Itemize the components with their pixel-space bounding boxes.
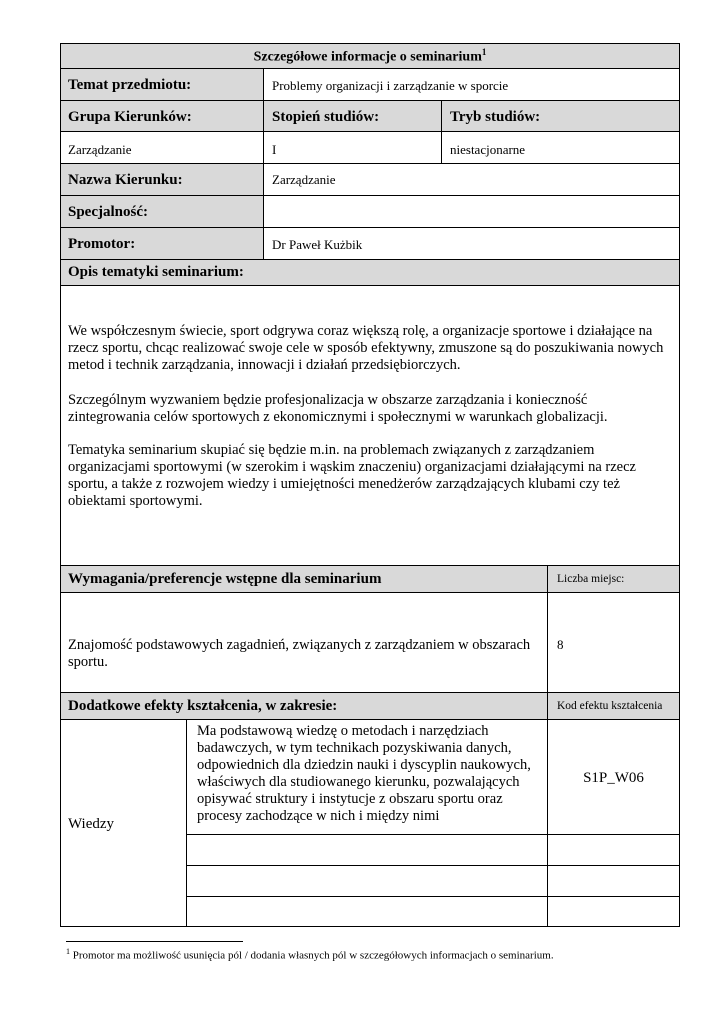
- opis-paragraph-1: We współczesnym świecie, sport odgrywa coraz większą rolę, a organizacje sportowe i działające na rzecz sportu, chcąc realizować swoje cele w sposób efektywny, zmuszone są do poszukiwania nowych metod i technik zarządzania, innowacji i działań przedsiębiorczych.: [68, 323, 664, 373]
- stopien-value: I: [272, 142, 277, 157]
- wiedzy-category-cell: [60, 719, 187, 927]
- grupa-label-cell: [60, 100, 264, 132]
- wymagania-body-cell: [60, 592, 548, 693]
- efekt-code-cell-1: [547, 719, 680, 835]
- liczba-label: Liczba miejsc:: [557, 573, 625, 585]
- efekty-label: Dodatkowe efekty kształcenia, w zakresie:: [68, 698, 338, 714]
- nazwa-label: Nazwa Kierunku:: [68, 172, 183, 188]
- stopien-value-cell: [263, 131, 442, 164]
- footnote-text: Promotor ma możliwość usunięcia pól / dodania własnych pól w szczegółowych informacjach o seminarium.: [72, 949, 554, 962]
- wymagania-label-cell: [60, 565, 548, 593]
- grupa-label: Grupa Kierunków:: [68, 109, 192, 125]
- tryb-value: niestacjonarne: [450, 142, 526, 157]
- efekt-text-cell-3: [186, 865, 548, 897]
- efekt-text-cell-1: [186, 719, 548, 835]
- nazwa-label-cell: [60, 163, 264, 196]
- temat-label: Temat przedmiotu:: [68, 77, 192, 93]
- efekty-label-cell: [60, 692, 548, 720]
- promotor-value-cell: [263, 227, 680, 260]
- tryb-value-cell: [441, 131, 680, 164]
- spec-label-cell: [60, 195, 264, 228]
- efekt-code-cell-4: [547, 896, 680, 927]
- grupa-value: Zarządzanie: [68, 142, 132, 157]
- liczba-value: 8: [557, 637, 564, 652]
- promotor-label-cell: [60, 227, 264, 260]
- temat-label-cell: [60, 68, 264, 101]
- opis-label-cell: [60, 259, 680, 286]
- grupa-value-cell: [60, 131, 264, 164]
- opis-paragraph-3: Tematyka seminarium skupiać się będzie m.in. na problemach związanych z zarządzaniem organizacjami sportowymi (w szerokim i wąskim znaczeniu) organizacjami działającymi na rzecz sportu, a także z rozwojem wiedzy i umiejętności menedżerów zarządzających klubami czy też obiektami sportowymi.: [68, 442, 636, 509]
- stopien-label: Stopień studiów:: [272, 109, 380, 125]
- wymagania-text: Znajomość podstawowych zagadnień, związanych z zarządzaniem w obszarach sportu.: [68, 637, 531, 670]
- nazwa-value: Zarządzanie: [272, 172, 336, 187]
- tryb-label: Tryb studiów:: [450, 109, 541, 125]
- efekt-text-1: Ma podstawową wiedzę o metodach i narzędziach badawczych, w tym technikach pozyskiwania danych, odpowiednich dla dziedzin nauki i dyscyplin naukowych, właściwych dla studiowanego kierunku, pozwalających opisywać struktury i instytucje z obszaru sportu oraz procesy zachodzące w nich i między nimi: [197, 723, 531, 824]
- efekt-text-cell-4: [186, 896, 548, 927]
- liczba-value-cell: [547, 592, 680, 693]
- temat-value: Problemy organizacji i zarządzanie w sporcie: [272, 78, 509, 93]
- liczba-label-cell: [547, 565, 680, 593]
- footnote-separator: [66, 941, 243, 942]
- kod-label-cell: [547, 692, 680, 720]
- spec-label: Specjalność:: [68, 204, 148, 220]
- wymagania-label: Wymagania/preferencje wstępne dla seminarium: [68, 571, 382, 587]
- promotor-value: Dr Paweł Kużbik: [272, 237, 363, 252]
- title-text: Szczegółowe informacje o seminarium: [253, 49, 482, 65]
- promotor-label: Promotor:: [68, 236, 136, 252]
- stopien-label-cell: [263, 100, 442, 132]
- opis-body: [60, 285, 680, 566]
- efekt-text-cell-2: [186, 834, 548, 866]
- tryb-label-cell: [441, 100, 680, 132]
- page-title: [61, 47, 679, 66]
- footnote-ref: 1: [481, 47, 487, 57]
- spec-value-cell: [263, 195, 680, 228]
- efekt-code-cell-3: [547, 865, 680, 897]
- kod-label: Kod efektu kształcenia: [557, 700, 663, 712]
- efekt-code-1: S1P_W06: [583, 770, 644, 786]
- wiedzy-label: Wiedzy: [68, 816, 115, 832]
- footnote-number: 1: [66, 947, 70, 956]
- nazwa-value-cell: [263, 163, 680, 196]
- header-row: [60, 43, 680, 69]
- footnote: [66, 947, 554, 962]
- opis-label: Opis tematyki seminarium:: [68, 264, 244, 280]
- efekt-code-cell-2: [547, 834, 680, 866]
- opis-paragraph-2: Szczególnym wyzwaniem będzie profesjonalizacja w obszarze zarządzania i konieczność zintegrowania celów sportowych z ekonomicznymi i społecznymi w warunkach globalizacji.: [68, 392, 608, 425]
- temat-value-cell: [263, 68, 680, 101]
